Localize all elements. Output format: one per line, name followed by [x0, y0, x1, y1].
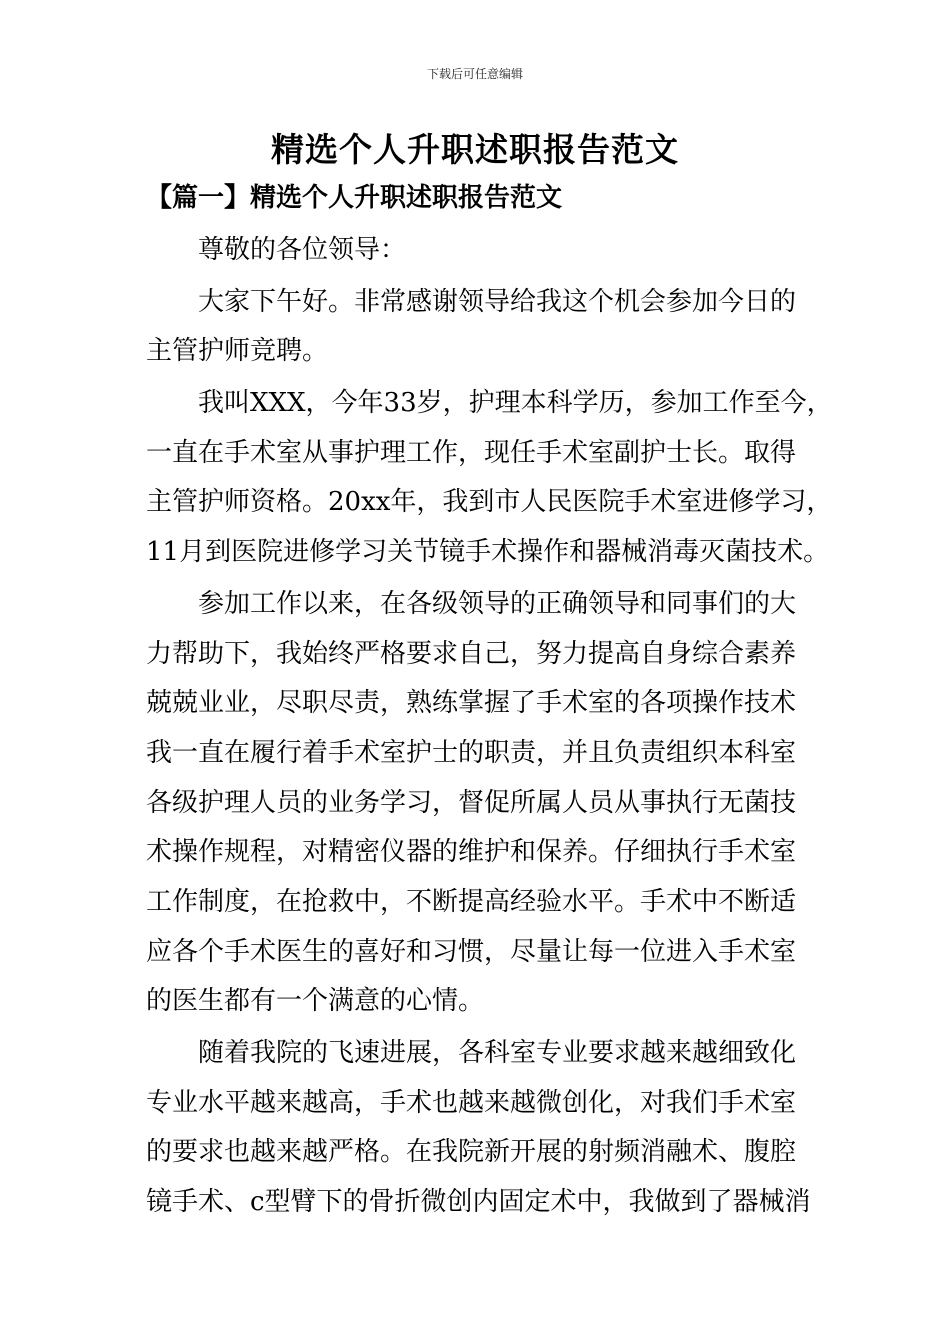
text-line: 术操作规程，对精密仪器的维护和保养。仔细执行手术室 — [146, 837, 797, 868]
text-line: 各级护理人员的业务学习，督促所属人员从事执行无菌技 — [146, 787, 797, 818]
paragraph-introduction — [146, 379, 833, 578]
header-note: 下载后可任意编辑 — [426, 67, 523, 81]
text-line: 我叫XXX，今年33岁，护理本科学历，参加工作至今， — [198, 388, 833, 419]
document-title: 精选个人升职述职报告范文 — [271, 130, 679, 169]
text-line: 力帮助下，我始终严格要求自己，努力提高自身综合素养 — [146, 638, 797, 669]
text-line: 主管护师竞聘。 — [146, 336, 329, 367]
text-line: 镜手术、c型臂下的骨折微创内固定术中，我做到了器械消 — [146, 1187, 811, 1218]
text-line: 的要求也越来越严格。在我院新开展的射频消融术、腹腔 — [146, 1137, 797, 1168]
text-line: 参加工作以来，在各级领导的正确领导和同事们的大 — [198, 588, 797, 619]
text-line: 随着我院的飞速进展，各科室专业要求越来越细致化 — [198, 1038, 797, 1068]
section-heading: 【篇一】精选个人升职述职报告范文 — [146, 183, 563, 213]
text-line: 兢兢业业，尽职尽责，熟练掌握了手术室的各项操作技术 — [146, 688, 797, 719]
paragraph-development — [146, 1029, 811, 1228]
text-line: 一直在手术室从事护理工作，现任手术室副护士长。取得 — [146, 437, 797, 468]
text-line: 应各个手术医生的喜好和习惯，尽量让每一位进入手术室 — [146, 936, 797, 967]
text-line: 的医生都有一个满意的心情。 — [146, 986, 485, 1017]
document-body — [146, 226, 833, 1230]
text-line: 主管护师资格。20xx年，我到市人民医院手术室进修学习， — [146, 487, 833, 518]
text-line: 11月到医院进修学习关节镜手术操作和器械消毒灭菌技术。 — [146, 537, 830, 568]
text-line: 工作制度，在抢救中，不断提高经验水平。手术中不断适 — [146, 886, 797, 917]
text-line: 我一直在履行着手术室护士的职责，并且负责组织本科室 — [146, 737, 797, 768]
paragraph-greeting — [146, 278, 806, 377]
paragraph-salutation — [146, 226, 806, 276]
paragraph-work-experience — [146, 580, 806, 1027]
text-line: 尊敬的各位领导： — [198, 235, 407, 265]
text-line: 专业水平越来越高，手术也越来越微创化，对我们手术室 — [146, 1087, 797, 1118]
text-line: 大家下午好。非常感谢领导给我这个机会参加今日的 — [198, 286, 797, 317]
